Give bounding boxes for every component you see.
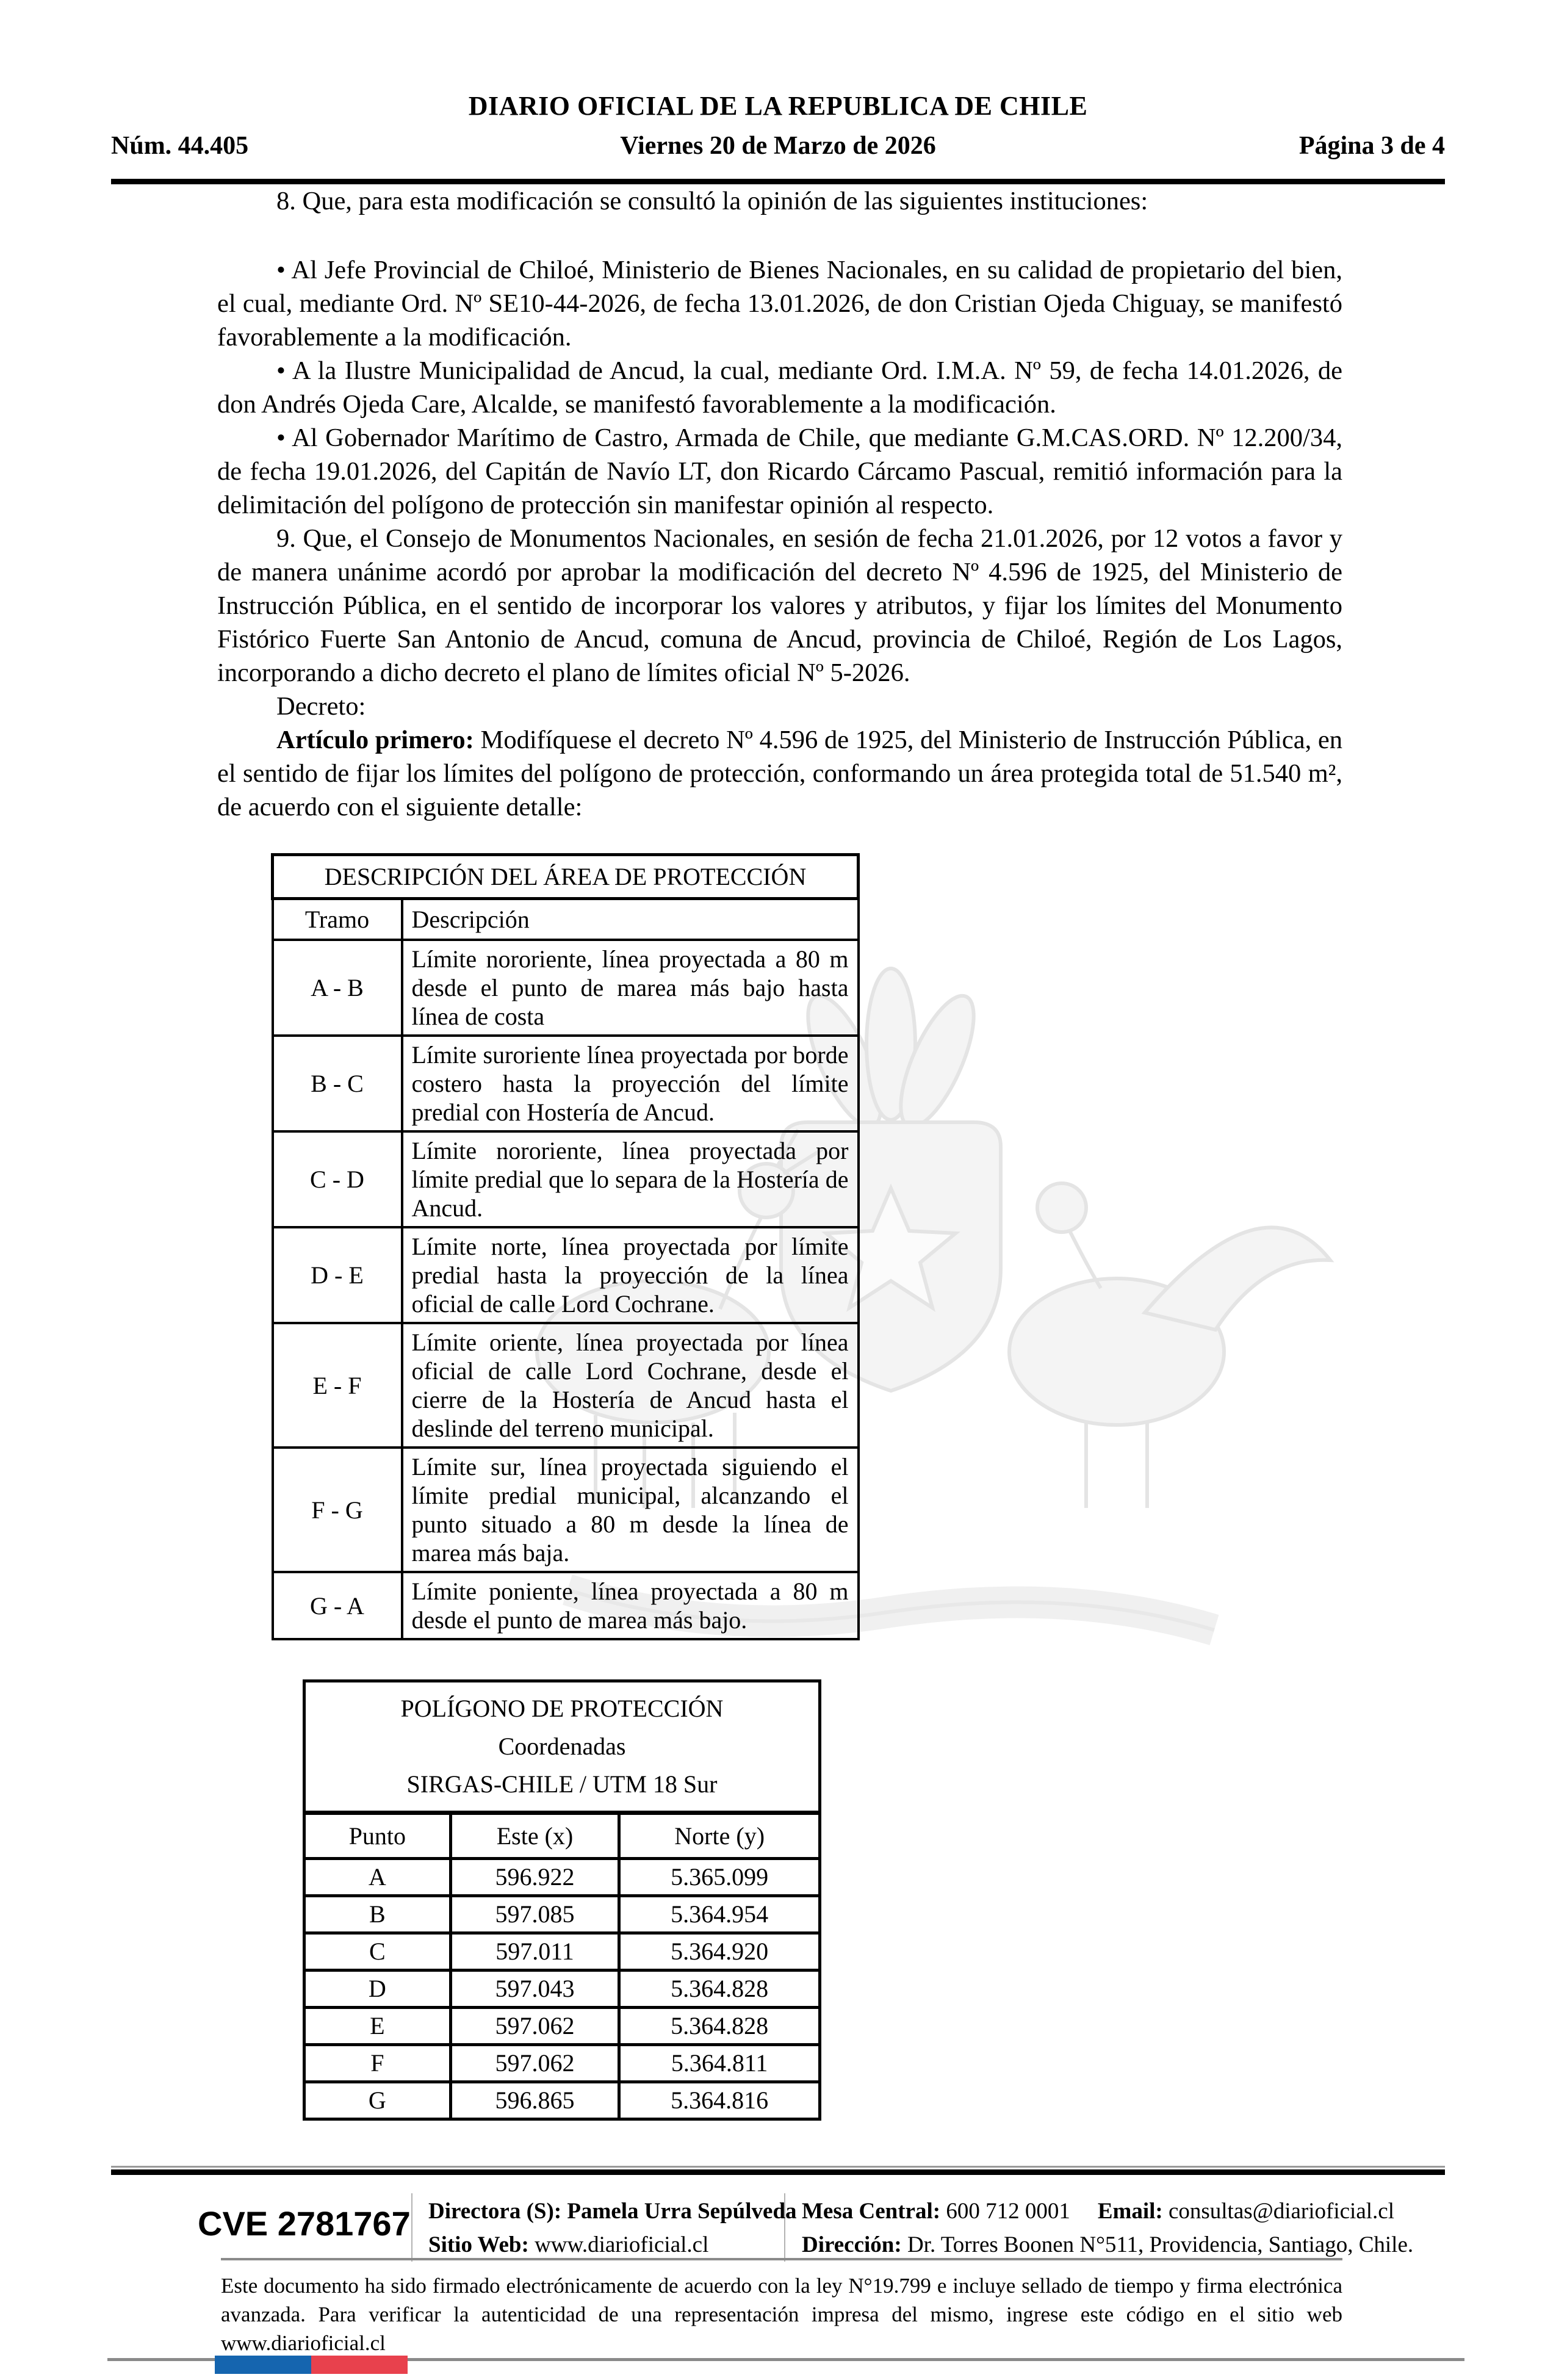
document-body: [217, 184, 1342, 2121]
footer-director-column: [428, 2194, 797, 2262]
table-row: [304, 2008, 820, 2045]
col-header-descripcion: Descripción: [402, 899, 859, 940]
bullet-item: • Al Gobernador Marítimo de Castro, Armada de Chile, que mediante G.M.CAS.ORD. Nº 12.200/34, de fecha 19.01.2026, del Capitán de Navío LT, don Ricardo Cárcamo Pascual, remitió información para la delimitación del polígono de protección sin manifestar opinión al respecto.: [217, 424, 1342, 519]
desc-cell: Límite oriente, línea proyectada por línea oficial de calle Lord Cochrane, desde el cierre de la Hostería de Ancud hasta el deslinde del terreno municipal.: [402, 1323, 859, 1448]
legal-divider: [221, 2258, 1342, 2260]
sitio-web-value: www.diarioficial.cl: [528, 2232, 709, 2257]
articulo-primero-text: Modifíquese el decreto Nº 4.596 de 1925, del Ministerio de Instrucción Pública, en el sentido de fijar los límites del polígono de protección, conformando un área protegida total de 51.540 m², de acuerdo con el siguiente detalle:: [217, 726, 1343, 821]
mesa-central-value: 600 712 0001: [940, 2199, 1070, 2224]
direccion-label: Dirección:: [802, 2232, 902, 2257]
page-indicator: Página 3 de 4: [1298, 132, 1445, 160]
polygon-table-title: [304, 1681, 820, 1813]
table-row: [273, 1131, 859, 1227]
este-cell: 596.922: [450, 1859, 619, 1896]
desc-cell: Límite nororiente, línea proyectada por límite predial que lo separa de la Hostería de Ancud.: [402, 1131, 859, 1227]
norte-cell: 5.364.920: [619, 1933, 820, 1971]
decreto-label: Decreto:: [276, 692, 366, 721]
tramo-cell: B - C: [273, 1036, 402, 1131]
tramo-cell: F - G: [273, 1448, 402, 1572]
sitio-web-label: Sitio Web:: [428, 2232, 529, 2257]
punto-cell: G: [304, 2082, 451, 2119]
punto-cell: B: [304, 1896, 451, 1933]
col-header-norte: Norte (y): [619, 1813, 820, 1859]
articulo-primero-paragraph: [217, 723, 1342, 824]
table-row: [273, 1572, 859, 1639]
tramo-cell: E - F: [273, 1323, 402, 1448]
page-title: DIARIO OFICIAL DE LA REPUBLICA DE CHILE: [468, 91, 1088, 121]
footer-divider: [111, 2169, 1445, 2175]
este-cell: 597.062: [450, 2045, 619, 2082]
cve-code: CVE 2781767: [198, 2204, 411, 2243]
email-label: Email:: [1097, 2199, 1163, 2224]
table-title-row: [304, 1681, 820, 1813]
polygon-title-line: Coordenadas: [498, 1733, 626, 1760]
area-description-table: [271, 853, 860, 1640]
directora-line: [428, 2194, 797, 2228]
cve-block: [111, 2192, 1445, 2265]
table-row: [304, 1896, 820, 1933]
desc-cell: Límite poniente, línea proyectada a 80 m desde el punto de marea más bajo.: [402, 1572, 859, 1639]
mesa-central-label: Mesa Central:: [802, 2199, 941, 2224]
table-row: [273, 1448, 859, 1572]
norte-cell: 5.364.828: [619, 2008, 820, 2045]
vertical-divider: [411, 2193, 412, 2262]
col-header-tramo: Tramo: [273, 899, 402, 940]
desc-cell: Límite sur, línea proyectada siguiendo el límite predial municipal, alcanzando el punto situado a 80 m desde la línea de marea más baja.: [402, 1448, 859, 1572]
footer-divider-shadow: [111, 2166, 1445, 2168]
table-row: [304, 1933, 820, 1971]
header-divider: [111, 179, 1445, 184]
table-row: [304, 1859, 820, 1896]
table-row: [273, 1036, 859, 1131]
consulted-institutions-list: [217, 253, 1342, 522]
este-cell: 597.011: [450, 1933, 619, 1971]
norte-cell: 5.364.828: [619, 1971, 820, 2008]
table-row: [304, 2082, 820, 2119]
punto-cell: A: [304, 1859, 451, 1896]
table-row: [304, 1971, 820, 2008]
flag-blue-bar: [215, 2356, 311, 2374]
chile-flag-bars-icon: [215, 2356, 408, 2374]
polygon-coordinates-table: [303, 1679, 821, 2121]
col-header-punto: Punto: [304, 1813, 451, 1859]
directora-value: Pamela Urra Sepúlveda: [561, 2199, 797, 2224]
norte-cell: 5.365.099: [619, 1859, 820, 1896]
este-cell: 597.043: [450, 1971, 619, 2008]
table-header-row: [273, 899, 859, 940]
table-title-row: [273, 855, 859, 899]
tramo-cell: D - E: [273, 1227, 402, 1323]
tramo-cell: G - A: [273, 1572, 402, 1639]
este-cell: 596.865: [450, 2082, 619, 2119]
punto-cell: D: [304, 1971, 451, 2008]
polygon-title-line: SIRGAS-CHILE / UTM 18 Sur: [406, 1770, 718, 1798]
table-row: [273, 1227, 859, 1323]
norte-cell: 5.364.816: [619, 2082, 820, 2119]
paragraph-8: 8. Que, para esta modificación se consultó la opinión de las siguientes instituciones:: [276, 187, 1148, 215]
desc-cell: Límite norte, línea proyectada por límite predial hasta la proyección de la línea oficial de calle Lord Cochrane.: [402, 1227, 859, 1323]
punto-cell: E: [304, 2008, 451, 2045]
legal-notice: Este documento ha sido firmado electrónicamente de acuerdo con la ley N°19.799 e incluye sellado de tiempo y firma electrónica avanzada. Para verificar la autenticidad de una representación impresa del mismo, ingrese este código en el sitio web www.diarioficial.cl: [221, 2274, 1342, 2355]
bullet-item: • Al Jefe Provincial de Chiloé, Ministerio de Bienes Nacionales, en su calidad de propietario del bien, el cual, mediante Ord. Nº SE10-44-2026, de fecha 13.01.2026, de don Cristian Ojeda Chiguay, se manifestó favorablemente a la modificación.: [217, 256, 1342, 352]
col-header-este: Este (x): [450, 1813, 619, 1859]
table-row: [273, 1323, 859, 1448]
direccion-value: Dr. Torres Boonen N°511, Providencia, Santiago, Chile.: [901, 2232, 1414, 2257]
header-meta-row: [111, 131, 1445, 164]
articulo-primero-lead: Artículo primero:: [276, 726, 474, 754]
este-cell: 597.062: [450, 2008, 619, 2045]
tramo-cell: C - D: [273, 1131, 402, 1227]
table-row: [273, 940, 859, 1036]
email-value: consultas@diarioficial.cl: [1162, 2199, 1394, 2224]
desc-cell: Límite suroriente línea proyectada por borde costero hasta la proyección del límite predial con Hostería de Ancud.: [402, 1036, 859, 1131]
footer-contact-column: [802, 2194, 1413, 2262]
bullet-item: • A la Ilustre Municipalidad de Ancud, la cual, mediante Ord. I.M.A. Nº 59, de fecha 14.01.2026, de don Andrés Ojeda Care, Alcalde, se manifestó favorablemente a la modificación.: [217, 356, 1342, 419]
punto-cell: C: [304, 1933, 451, 1971]
flag-red-bar: [311, 2356, 408, 2374]
issue-date: Viernes 20 de Marzo de 2026: [620, 132, 936, 160]
desc-cell: Límite nororiente, línea proyectada a 80 m desde el punto de marea más bajo hasta línea de costa: [402, 940, 859, 1036]
area-table-title: DESCRIPCIÓN DEL ÁREA DE PROTECCIÓN: [273, 855, 859, 899]
punto-cell: F: [304, 2045, 451, 2082]
paragraph-9: 9. Que, el Consejo de Monumentos Nacionales, en sesión de fecha 21.01.2026, por 12 votos a favor y de manera unánime acordó por aprobar la modificación del decreto Nº 4.596 de 1925, del Ministerio de Instrucción Pública, en el sentido de incorporar los valores y atributos, y fijar los límites del Monumento Fistórico Fuerte San Antonio de Ancud, comuna de Ancud, provincia de Chiloé, Región de Los Lagos, incorporando a dicho decreto el plano de límites oficial Nº 5-2026.: [217, 524, 1342, 687]
table-header-row: [304, 1813, 820, 1859]
norte-cell: 5.364.954: [619, 1896, 820, 1933]
este-cell: 597.085: [450, 1896, 619, 1933]
issue-number: Núm. 44.405: [111, 132, 249, 160]
directora-label: Directora (S):: [428, 2199, 562, 2224]
tramo-cell: A - B: [273, 940, 402, 1036]
norte-cell: 5.364.811: [619, 2045, 820, 2082]
direccion-line: [802, 2228, 1413, 2262]
polygon-title-line: POLÍGONO DE PROTECCIÓN: [400, 1695, 724, 1722]
mesa-central-line: [802, 2194, 1413, 2228]
sitio-web-line: [428, 2228, 797, 2262]
table-row: [304, 2045, 820, 2082]
